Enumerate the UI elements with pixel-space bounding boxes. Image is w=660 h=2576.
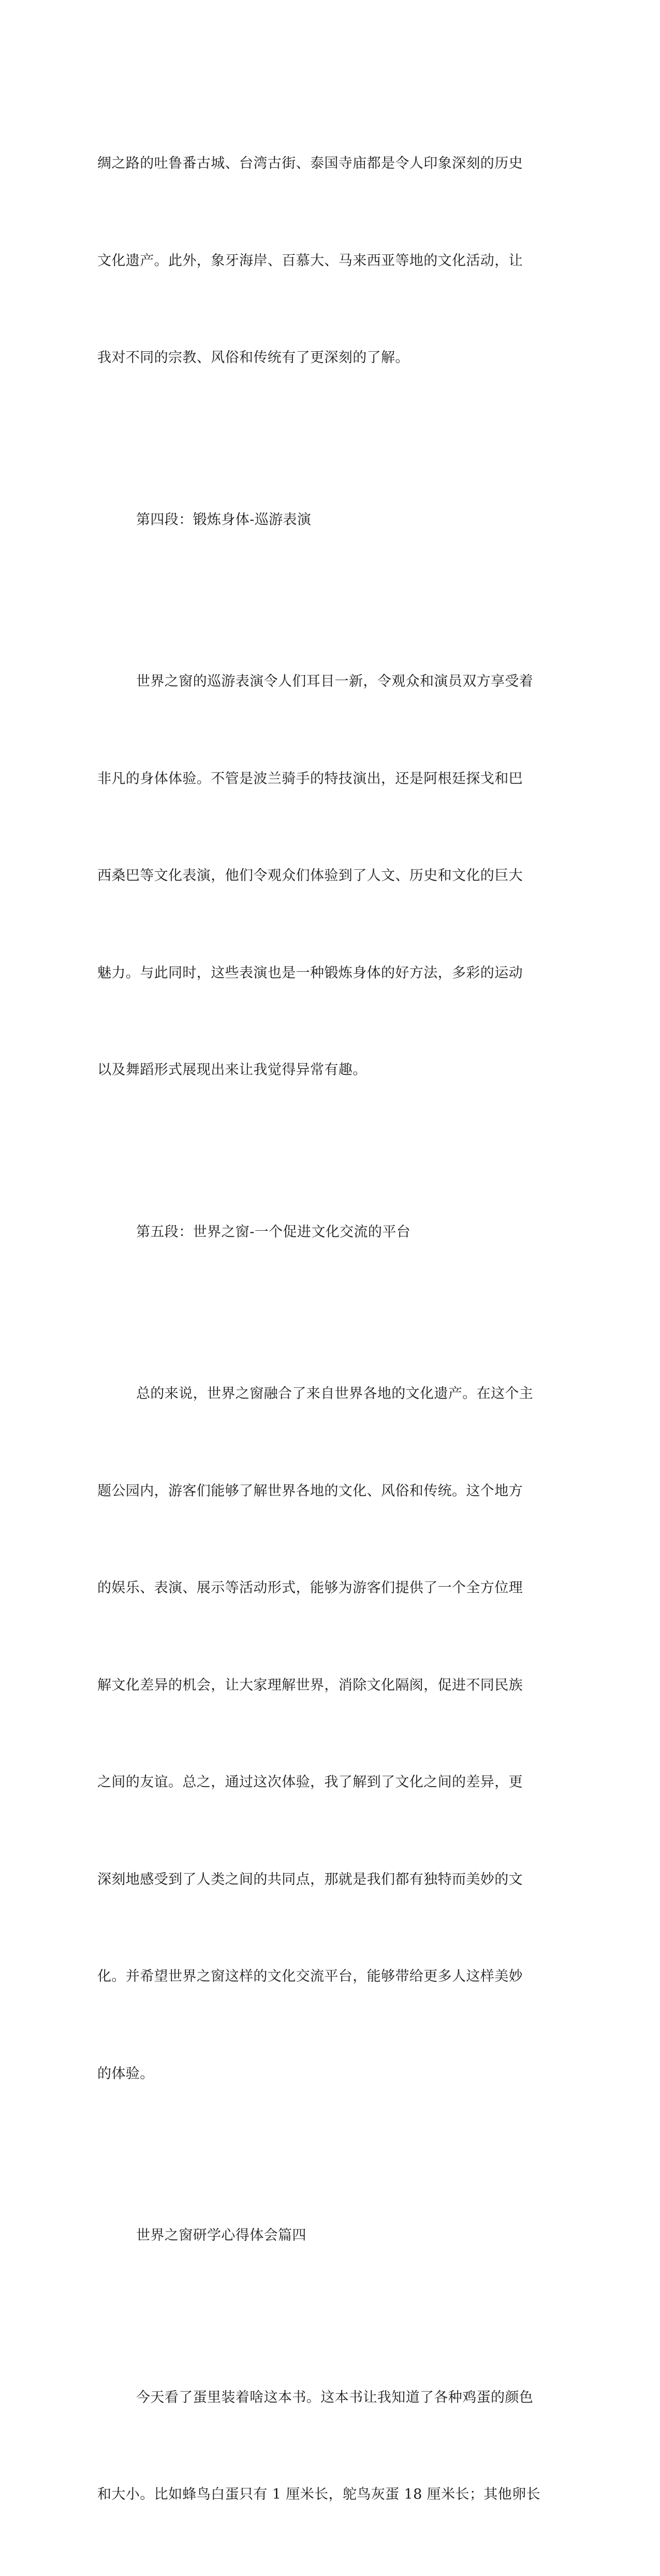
text-line: 和大小。比如蜂鸟白蛋只有 1 厘米长，鸵鸟灰蛋 18 厘米长；其他卵长	[97, 2486, 540, 2502]
section-heading-4: 第四段：锻炼身体-巡游表演	[136, 511, 312, 528]
paragraph-egg-book	[97, 2317, 553, 2576]
text-line: 我对不同的宗教、风俗和传统有了更深刻的了解。	[97, 350, 409, 366]
text-line: 非凡的身体体验。不管是波兰骑手的特技演出，还是阿根廷探戈和巴	[97, 770, 523, 787]
text-line: 今天看了蛋里装着啥这本书。这本书让我知道了各种鸡蛋的颜色	[136, 2389, 534, 2406]
text-line: 西桑巴等文化表演，他们令观众们体验到了人文、历史和文化的巨大	[97, 868, 523, 884]
text-line: 总的来说，世界之窗融合了来自世界各地的文化遗产。在这个主	[136, 1386, 534, 1402]
text-line: 绸之路的吐鲁番古城、台湾古街、泰国寺庙都是令人印象深刻的历史	[97, 155, 523, 171]
text-line: 深刻地感受到了人类之间的共同点，那就是我们都有独特而美妙的文	[97, 1871, 523, 1888]
text-line: 世界之窗的巡游表演令人们耳目一新，令观众和演员双方享受着	[136, 673, 534, 689]
text-line: 化。并希望世界之窗这样的文化交流平台，能够带给更多人这样美妙	[97, 1968, 523, 1984]
document-body	[97, 83, 553, 2576]
text-line: 题公园内，游客们能够了解世界各地的文化、风俗和传统。这个地方	[97, 1483, 523, 1499]
section-title: 世界之窗研学心得体会篇四	[136, 2227, 306, 2243]
text-line: 的体验。	[97, 2065, 154, 2082]
section-heading-5: 第五段：世界之窗-一个促进文化交流的平台	[136, 1224, 411, 1240]
paragraph-summary	[97, 1313, 553, 2155]
text-line: 之间的友谊。总之，通过这次体验，我了解到了文化之间的差异，更	[97, 1774, 523, 1790]
text-line: 魅力。与此同时，这些表演也是一种锻炼身体的好方法，多彩的运动	[97, 965, 523, 981]
paragraph-continuation	[97, 83, 553, 439]
text-line: 的娱乐、表演、展示等活动形式，能够为游客们提供了一个全方位理	[97, 1580, 523, 1596]
text-line: 以及舞蹈形式展现出来让我觉得异常有趣。	[97, 1062, 367, 1078]
text-line: 解文化差异的机会，让大家理解世界，消除文化隔阂，促进不同民族	[97, 1677, 523, 1693]
paragraph-parade	[97, 601, 553, 1152]
text-line: 文化遗产。此外，象牙海岸、百慕大、马来西亚等地的文化活动，让	[97, 252, 523, 269]
